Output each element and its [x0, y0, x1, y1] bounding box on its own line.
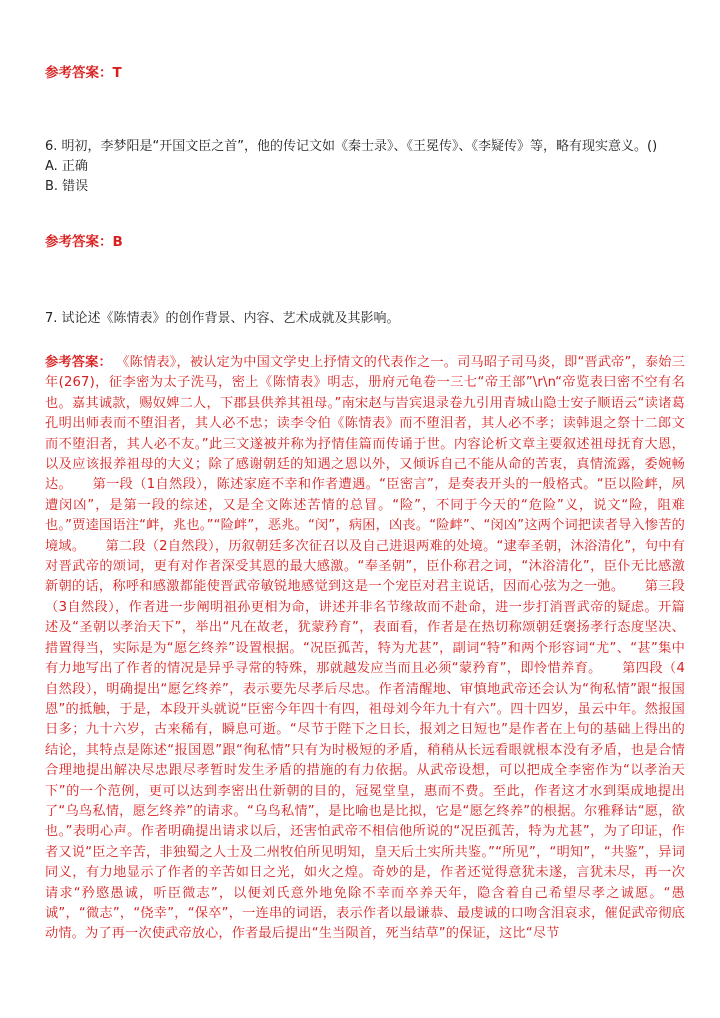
answer-label: 参考答案：: [45, 234, 113, 250]
question-7: [45, 309, 685, 329]
question-6: [45, 137, 685, 197]
answer-text: 《陈情表》，被认定为中国文学史上抒情文的代表作之一。司马昭子司马炎，即“晋武帝”，泰始三年(267)，征李密为太子洗马，密上《陈情表》明志，册府元龟卷一三七“帝王部”\r\n“帝览表曰密不空有名也。嘉其诚款，赐奴婢二人，下郡县供养其祖母。”南宋赵与旹宾退录卷九引用青城山隐士安子顺语云“读诸葛孔明出师表而不堕泪者，其人必不忠；读李令伯《陈情表》而不堕泪者，其人必不孝；读韩退之祭十二郎文而不堕泪者，其人必不友。”此三文遂被并称为抒情佳篇而传诵于世。内容论析文章主要叙述祖母抚育大恩，以及应该报养祖母的大义；除了感谢朝廷的知遇之恩以外，又倾诉自己不能从命的苦衷，真情流露，委婉畅达。 第一段（1自然段），陈述家庭不幸和作者遭遇。“臣密言”，是奏表开头的一般格式。“臣以险衅，夙遭闵凶”，是第一段的综述，又是全文陈述苦情的总冒。“险”，不同于今天的“危险”义，说文“险，阻难也。”贾逵国语注“衅，兆也。”“险衅”，恶兆。“闵”，病困，凶丧。“险衅”、“闵凶”这两个词把读者导入惨苦的境域。 第二段（2自然段），历叙朝廷多次征召以及自己进退两难的处境。“逮奉圣朝，沐浴清化”，句中有对晋武帝的颂词，更有对作者深受其恩的最大感激。“奉圣朝”，臣仆称君之词，“沐浴清化”，臣仆无比感激新朝的话，称呼和感激都能使晋武帝敏锐地感觉到这是一个宠臣对君主说话，因而心弦为之一弛。 第三段（3自然段），作者进一步阐明祖孙更相为命，讲述并非名节缘故而不赴命，进一步打消晋武帝的疑虑。开篇述及“圣朝以孝治天下”，举出“凡在故老，犹蒙矜育”，表面看，作者是在热切称颂朝廷褒扬孝行态度坚决、措置得当，实际是为“愿乞终养”设置根据。“况臣孤苦，特为尤甚”，副词“特”和两个形容词“尤”、“甚”集中有力地写出了作者的情况是异乎寻常的特殊，那就越发应当而且必须“蒙矜育”，即怜惜养育。 第四段（4自然段），明确提出“愿乞终养”，表示要先尽孝后尽忠。作者清醒地、审慎地武帝还会认为“徇私情”跟“报国恩”的抵触，于是，本段开头就说“臣密今年四十有四，祖母刘今年九十有六”。四十四岁，虽云中年。然报国日多；九十六岁，古来稀有，瞬息可逝。“尽节于陛下之日长，报刘之日短也”是作者在上句的基础上得出的结论，其特点是陈述“报国恩”跟“徇私情”只有为时极短的矛盾，稍稍从长远看眼就根本没有矛盾，也是合情合理地提出解决尽忠跟尽孝暂时发生矛盾的措施的有力依据。从武帝设想，可以把成全李密作为“以孝治天下”的一个范例，更可以达到李密出仕新朝的目的，冠冕堂皇，惠而不费。至此，作者这才水到渠成地提出了“乌鸟私情，愿乞终养”的请求。“乌鸟私情”，是比喻也是比拟，它是“愿乞终养”的根据。尔雅释诂“愿，欲也。”表明心声。作者明确提出请求以后，还害怕武帝不相信他所说的“况臣孤苦，特为尤甚”，为了印证，作者又说“臣之辛苦，非独蜀之人士及二州牧伯所见明知，皇天后土实所共鉴。”“所见”，“明知”，“共鉴”，异词同义，有力地显示了作者的辛苦如日之光，如火之煌。奇妙的是，作者还觉得意犹未遂，言犹未尽，再一次请求“矜愍愚诚，听臣微志”，以便刘氏意外地免除不幸而卒养天年，隐含着自己希望尽孝之诚愿。“愚诚”，“微志”，“侥幸”，“保卒”，一连串的词语，表示作者以最谦恭、最虔诚的口吻含泪哀求，催促武帝彻底动情。为了再一次使武帝放心，作者最后提出“生当陨首，死当结草”的保证，这比“尽节: [45, 355, 685, 942]
question-7-text: 7. 试论述《陈情表》的创作背景、内容、艺术成就及其影响。: [45, 311, 400, 326]
question-6-text: 6. 明初，李梦阳是“开国文臣之首”，他的传记文如《秦士录》、《王冕传》、《李疑传》等，略有现实意义。(): [45, 139, 658, 154]
answer-value: B: [112, 234, 123, 250]
answer-value: T: [112, 65, 122, 81]
option-b: B. 错误: [45, 179, 89, 194]
question-6-options: [45, 157, 685, 197]
answer-label: 参考答案：: [45, 65, 113, 81]
option-a: A. 正确: [45, 159, 88, 174]
question-7-answer: [45, 353, 685, 945]
answer-label: 参考答案：: [45, 355, 112, 370]
question-6-answer: [45, 233, 685, 251]
previous-answer: [45, 64, 685, 82]
